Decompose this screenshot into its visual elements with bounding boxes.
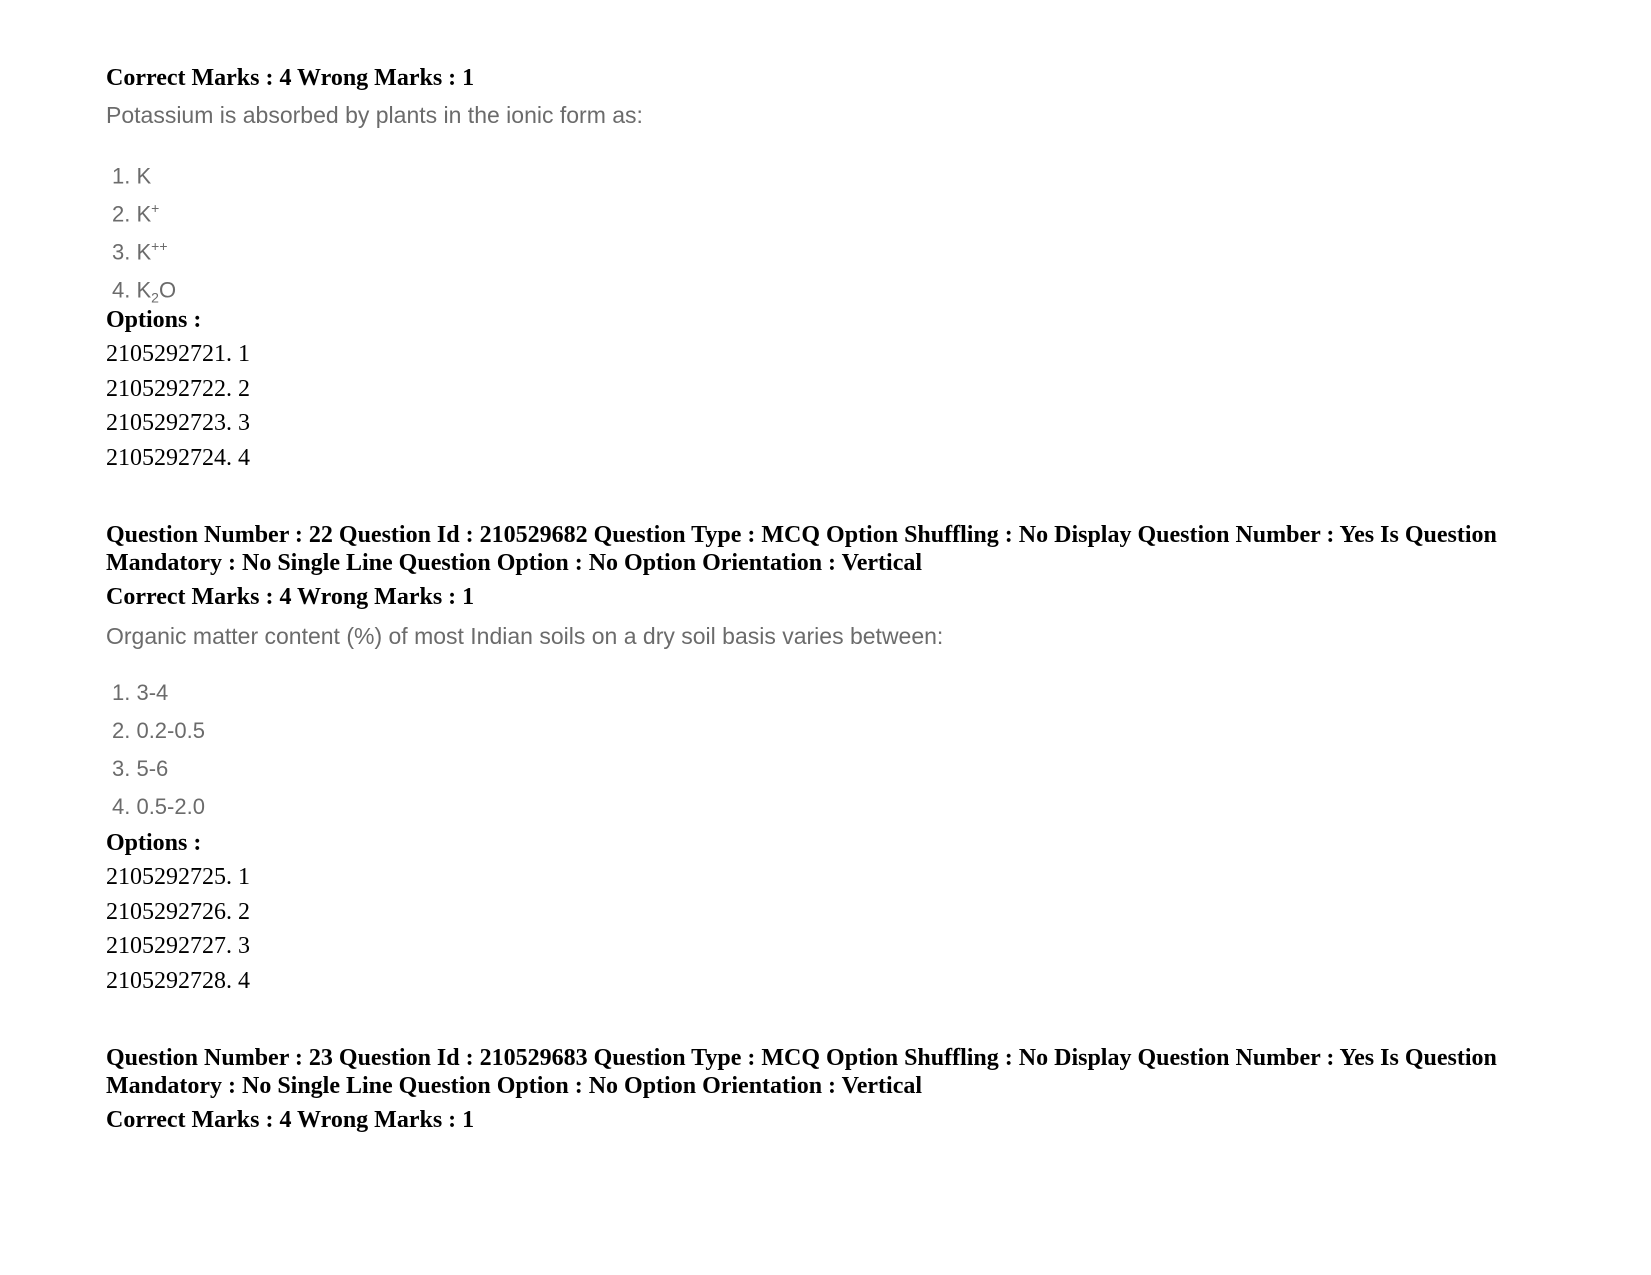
choice-item: 1. 3-4 [112, 680, 169, 705]
choice-item: 1. K [112, 163, 152, 189]
marks-line: Correct Marks : 4 Wrong Marks : 1 [106, 65, 475, 91]
marks-line: Correct Marks : 4 Wrong Marks : 1 [106, 1107, 475, 1133]
question-block-21 [106, 63, 1586, 475]
question-block-23 [106, 1044, 1586, 1135]
option-id-item: 2105292726. 2 [106, 898, 250, 925]
question-text: Organic matter content (%) of most Indian soils on a dry soil basis varies between: [106, 623, 944, 649]
option-id-item: 2105292725. 1 [106, 864, 250, 890]
choice-item: 4. $K_2O$ [112, 277, 177, 306]
option-id-item: 2105292724. 4 [106, 444, 250, 471]
choice-list [106, 674, 1586, 826]
choice-item: 4. 0.5-2.0 [112, 794, 205, 819]
question-metadata: Question Number : 22 Question Id : 210529682 Question Type : MCQ Option Shuffling : No Display Question Number : Yes Is Question Mandatory : No Single Line Question Option : No Option Orientation : Vertical [106, 522, 1497, 576]
options-label: Options : [106, 307, 202, 333]
choice-item: 3. 5-6 [112, 756, 169, 781]
option-id-item: 2105292721. 1 [106, 341, 250, 367]
choice-item: 2. 0.2-0.5 [112, 718, 205, 743]
choice-list [106, 151, 1586, 306]
option-id-item: 2105292723. 3 [106, 410, 250, 436]
option-id-item: 2105292727. 3 [106, 933, 250, 959]
choice-item: 3. K++ [112, 238, 168, 265]
options-label: Options : [106, 830, 202, 856]
question-paper-page [106, 63, 1586, 1135]
question-metadata: Question Number : 23 Question Id : 210529683 Question Type : MCQ Option Shuffling : No Display Question Number : Yes Is Question Mandatory : No Single Line Question Option : No Option Orientation : Vertical [106, 1045, 1497, 1099]
option-id-item: 2105292728. 4 [106, 967, 250, 994]
option-id-list [106, 337, 1586, 475]
question-block-22 [106, 521, 1586, 998]
option-id-item: 2105292722. 2 [106, 375, 250, 402]
choice-item: 2. K+ [112, 200, 160, 227]
marks-line: Correct Marks : 4 Wrong Marks : 1 [106, 584, 475, 610]
option-id-list [106, 860, 1586, 998]
question-text: Potassium is absorbed by plants in the ionic form as: [106, 102, 643, 128]
